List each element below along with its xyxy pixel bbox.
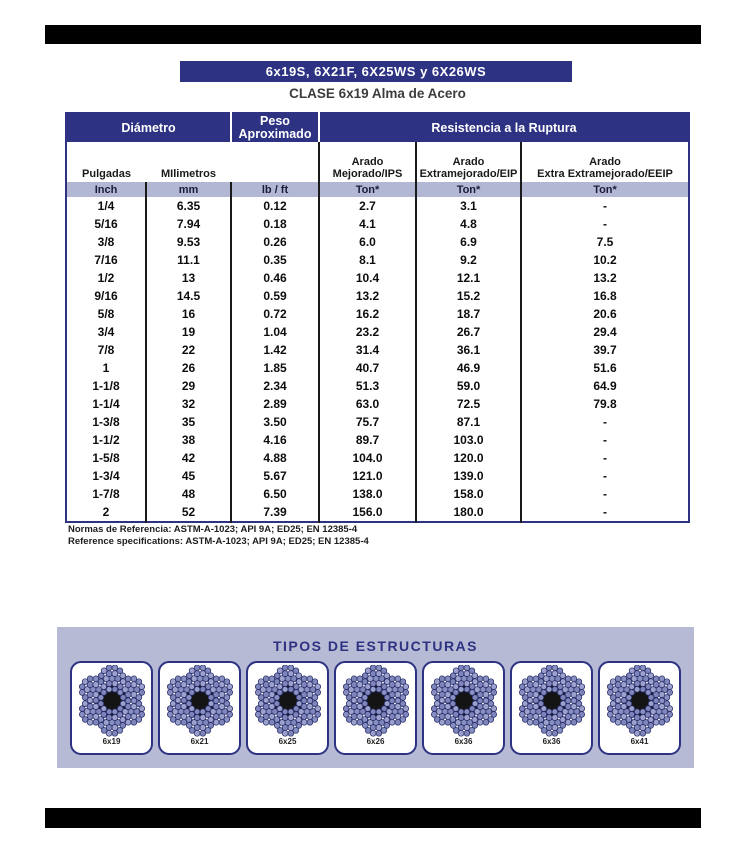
cell-mm: 48	[146, 485, 231, 503]
cell-lbft: 7.39	[231, 503, 319, 522]
cell-eip: 180.0	[416, 503, 521, 522]
cell-ips: 51.3	[319, 377, 416, 395]
cell-mm: 52	[146, 503, 231, 522]
cell-ips: 89.7	[319, 431, 416, 449]
cell-lbft: 1.42	[231, 341, 319, 359]
table-row	[66, 269, 689, 287]
cell-mm: 38	[146, 431, 231, 449]
subheader-millimeters: MIlimetros	[146, 142, 231, 182]
cell-lbft: 0.72	[231, 305, 319, 323]
cell-mm: 14.5	[146, 287, 231, 305]
cell-lbft: 2.89	[231, 395, 319, 413]
cell-eeip: -	[521, 485, 689, 503]
cell-inch: 7/16	[94, 253, 118, 267]
structure-label: 6x25	[278, 737, 297, 746]
cell-ips: 121.0	[319, 467, 416, 485]
cell-eeip: 13.2	[521, 269, 689, 287]
top-divider-bar	[45, 25, 701, 44]
cell-mm: 42	[146, 449, 231, 467]
cell-eip: 120.0	[416, 449, 521, 467]
cell-mm: 45	[146, 467, 231, 485]
cell-eip: 59.0	[416, 377, 521, 395]
cell-ips: 75.7	[319, 413, 416, 431]
rope-cross-section-icon	[516, 665, 588, 739]
cell-mm: 6.35	[146, 197, 231, 215]
cell-eip: 26.7	[416, 323, 521, 341]
rope-cross-section-icon	[604, 665, 676, 739]
cell-eip: 3.1	[416, 197, 521, 215]
cell-eeip: -	[521, 197, 689, 215]
header-weight: Peso Aproximado	[231, 113, 319, 142]
cell-eip: 139.0	[416, 467, 521, 485]
cell-ips: 6.0	[319, 233, 416, 251]
subheader-inches: Pulgadas	[66, 142, 146, 182]
rope-cross-section-icon	[340, 665, 412, 739]
structure-card	[158, 661, 241, 755]
cell-ips: 31.4	[319, 341, 416, 359]
cell-mm: 26	[146, 359, 231, 377]
table-row	[66, 413, 689, 431]
table-header-row	[66, 113, 689, 142]
structure-label: 6x19	[102, 737, 121, 746]
cell-mm: 7.94	[146, 215, 231, 233]
structure-cards	[57, 661, 694, 755]
cell-lbft: 3.50	[231, 413, 319, 431]
cell-eeip: 20.6	[521, 305, 689, 323]
cell-inch: 1-5/8	[92, 451, 120, 465]
table-row	[66, 395, 689, 413]
cell-ips: 40.7	[319, 359, 416, 377]
cell-eeip: -	[521, 449, 689, 467]
cell-ips: 13.2	[319, 287, 416, 305]
cell-eip: 46.9	[416, 359, 521, 377]
cell-lbft: 0.12	[231, 197, 319, 215]
cell-inch: 1-3/8	[92, 415, 120, 429]
cell-mm: 35	[146, 413, 231, 431]
cell-inch: 1-7/8	[92, 487, 120, 501]
cell-eeip: 7.5	[521, 233, 689, 251]
cell-inch: 9/16	[94, 289, 118, 303]
table-row	[66, 287, 689, 305]
subheader-ips: Arado Mejorado/IPS	[319, 142, 416, 182]
cell-eip: 87.1	[416, 413, 521, 431]
cell-eeip: 39.7	[521, 341, 689, 359]
cell-ips: 104.0	[319, 449, 416, 467]
cell-lbft: 0.46	[231, 269, 319, 287]
cell-eeip: -	[521, 413, 689, 431]
cell-ips: 63.0	[319, 395, 416, 413]
unit-mm: mm	[146, 182, 231, 197]
structure-card	[598, 661, 681, 755]
cell-mm: 22	[146, 341, 231, 359]
table-row	[66, 485, 689, 503]
cell-lbft: 1.85	[231, 359, 319, 377]
cell-eip: 72.5	[416, 395, 521, 413]
cell-lbft: 5.67	[231, 467, 319, 485]
table-row	[66, 449, 689, 467]
cell-eip: 6.9	[416, 233, 521, 251]
cell-inch: 1/4	[97, 199, 115, 213]
structure-card	[422, 661, 505, 755]
cell-mm: 16	[146, 305, 231, 323]
cell-inch: 1-1/2	[92, 433, 120, 447]
structure-label: 6x21	[190, 737, 209, 746]
subheader-eip: Arado Extramejorado/EIP	[416, 142, 521, 182]
cell-mm: 13	[146, 269, 231, 287]
table-row	[66, 305, 689, 323]
cell-eip: 36.1	[416, 341, 521, 359]
table-row	[66, 359, 689, 377]
cell-inch: 1-1/4	[92, 397, 120, 411]
table-row	[66, 233, 689, 251]
table-row	[66, 467, 689, 485]
cell-eip: 103.0	[416, 431, 521, 449]
cell-eip: 4.8	[416, 215, 521, 233]
cell-eeip: -	[521, 467, 689, 485]
cell-eeip: 29.4	[521, 323, 689, 341]
unit-ton-eip: Ton*	[416, 182, 521, 197]
structure-card	[246, 661, 329, 755]
table-units-row	[66, 182, 689, 197]
cell-ips: 23.2	[319, 323, 416, 341]
cell-inch: 5/16	[94, 217, 118, 231]
subheader-eeip: Arado Extra Extramejorado/EEIP	[521, 142, 689, 182]
rope-cross-section-icon	[164, 665, 236, 739]
unit-ton-ips: Ton*	[319, 182, 416, 197]
cell-lbft: 4.88	[231, 449, 319, 467]
cell-lbft: 0.26	[231, 233, 319, 251]
structure-card	[334, 661, 417, 755]
table-row	[66, 323, 689, 341]
cell-mm: 19	[146, 323, 231, 341]
cell-eip: 158.0	[416, 485, 521, 503]
table-body	[66, 197, 689, 522]
cell-eip: 12.1	[416, 269, 521, 287]
cell-lbft: 4.16	[231, 431, 319, 449]
cell-eeip: 79.8	[521, 395, 689, 413]
cell-ips: 16.2	[319, 305, 416, 323]
cell-lbft: 2.34	[231, 377, 319, 395]
footnote-english: Reference specifications: ASTM-A-1023; API 9A; ED25; EN 12385-4	[68, 536, 369, 547]
structure-label: 6x26	[366, 737, 385, 746]
banner-title: 6x19S, 6X21F, 6X25WS y 6X26WS	[180, 61, 572, 82]
spec-table	[65, 112, 690, 523]
rope-cross-section-icon	[252, 665, 324, 739]
cell-mm: 32	[146, 395, 231, 413]
cell-eeip: 51.6	[521, 359, 689, 377]
structure-label: 6x36	[542, 737, 561, 746]
rope-cross-section-icon	[76, 665, 148, 739]
cell-inch: 5/8	[97, 307, 115, 321]
cell-inch: 1-1/8	[92, 379, 120, 393]
reference-footnotes	[68, 524, 369, 548]
cell-eeip: -	[521, 215, 689, 233]
cell-eeip: -	[521, 503, 689, 522]
cell-inch: 3/8	[97, 235, 115, 249]
cell-inch: 1/2	[97, 271, 115, 285]
table-row	[66, 503, 689, 522]
cell-ips: 2.7	[319, 197, 416, 215]
cell-ips: 156.0	[319, 503, 416, 522]
cell-lbft: 1.04	[231, 323, 319, 341]
table-subheader-row	[66, 142, 689, 182]
cell-ips: 4.1	[319, 215, 416, 233]
cell-inch: 1	[102, 361, 110, 375]
structure-card	[510, 661, 593, 755]
unit-lbft: lb / ft	[231, 182, 319, 197]
cell-lbft: 0.18	[231, 215, 319, 233]
cell-eip: 9.2	[416, 251, 521, 269]
unit-inch: Inch	[66, 182, 146, 197]
cell-mm: 29	[146, 377, 231, 395]
header-diameter: Diámetro	[66, 113, 231, 142]
cell-lbft: 6.50	[231, 485, 319, 503]
cell-eeip: 10.2	[521, 251, 689, 269]
cell-eeip: 64.9	[521, 377, 689, 395]
structure-label: 6x41	[630, 737, 649, 746]
unit-ton-eeip: Ton*	[521, 182, 689, 197]
cell-eeip: 16.8	[521, 287, 689, 305]
table-row	[66, 431, 689, 449]
cell-ips: 10.4	[319, 269, 416, 287]
header-resistance: Resistencia a la Ruptura	[319, 113, 689, 142]
page-subtitle: CLASE 6x19 Alma de Acero	[289, 86, 466, 101]
structures-title: TIPOS DE ESTRUCTURAS	[272, 638, 478, 654]
cell-eeip: -	[521, 431, 689, 449]
structures-panel	[57, 627, 694, 768]
cell-mm: 11.1	[146, 251, 231, 269]
cell-mm: 9.53	[146, 233, 231, 251]
cell-lbft: 0.59	[231, 287, 319, 305]
cell-eip: 15.2	[416, 287, 521, 305]
cell-ips: 138.0	[319, 485, 416, 503]
structure-label: 6x36	[454, 737, 473, 746]
table-row	[66, 197, 689, 215]
cell-inch: 3/4	[97, 325, 115, 339]
cell-lbft: 0.35	[231, 251, 319, 269]
rope-cross-section-icon	[428, 665, 500, 739]
footnote-spanish: Normas de Referencia: ASTM-A-1023; API 9A; ED25; EN 12385-4	[68, 524, 358, 535]
table-row	[66, 377, 689, 395]
table-row	[66, 215, 689, 233]
table-row	[66, 251, 689, 269]
cell-inch: 2	[102, 505, 110, 519]
structure-card	[70, 661, 153, 755]
cell-inch: 7/8	[97, 343, 115, 357]
table-row	[66, 341, 689, 359]
cell-ips: 8.1	[319, 251, 416, 269]
subheader-weight-spacer	[231, 142, 319, 182]
bottom-divider-bar	[45, 808, 701, 828]
cell-inch: 1-3/4	[92, 469, 120, 483]
cell-eip: 18.7	[416, 305, 521, 323]
